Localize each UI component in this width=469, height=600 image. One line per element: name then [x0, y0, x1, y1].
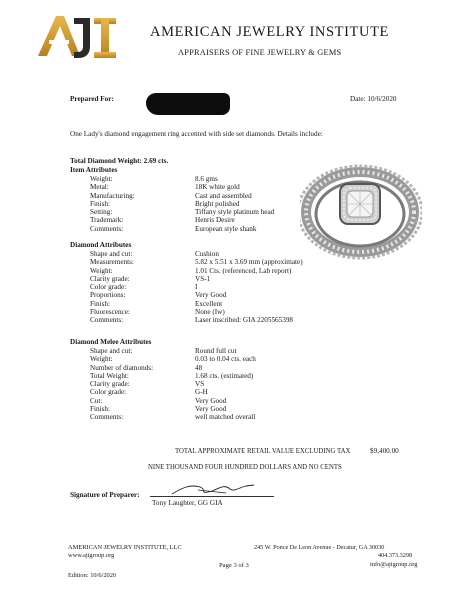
- attribute-row: [90, 363, 203, 372]
- attribute-row: [90, 405, 227, 414]
- attribute-label: Finish:: [90, 405, 110, 414]
- attribute-row: [90, 308, 225, 317]
- footer-email[interactable]: info@ajigroup.org: [370, 561, 418, 568]
- aji-logo: [34, 12, 120, 60]
- footer-website[interactable]: www.ajigroup.org: [68, 552, 115, 559]
- attribute-value: G-H: [195, 388, 208, 397]
- attribute-label: Fluorescence:: [90, 308, 130, 317]
- attribute-label: Comments:: [90, 316, 124, 325]
- attribute-row: [90, 355, 256, 364]
- attribute-label: Color grade:: [90, 388, 127, 397]
- attribute-value: 8.6 gms: [195, 175, 218, 183]
- attribute-label: Shape and cut:: [90, 250, 133, 258]
- attribute-value: 0.03 to 0.04 cts. each: [195, 355, 256, 364]
- attribute-row: [90, 175, 218, 183]
- attribute-row: [90, 371, 254, 380]
- prepared-for-label: Prepared For:: [70, 95, 114, 103]
- item-attributes-heading: Item Attributes: [70, 166, 118, 174]
- item-description: One Lady's diamond engagement ring accented with side set diamonds. Details include:: [70, 130, 323, 138]
- attribute-value: Excellent: [195, 299, 223, 308]
- ring-photo: [300, 146, 422, 268]
- attribute-value: Cushion: [195, 250, 219, 258]
- signature-label: Signature of Preparer:: [70, 491, 140, 499]
- attribute-row: [90, 208, 275, 217]
- attribute-row: [90, 380, 205, 389]
- company-subtitle: APPRAISERS OF FINE JEWELRY & GEMS: [178, 48, 342, 57]
- attribute-value: well matched overall: [195, 413, 256, 422]
- attribute-row: [90, 388, 208, 397]
- attribute-row: [90, 274, 211, 283]
- preparer-name: Tony Laughter, GG GIA: [152, 499, 223, 507]
- item-attributes-table: [90, 175, 275, 233]
- attribute-row: [90, 183, 240, 192]
- redaction-block: [146, 93, 230, 115]
- attribute-label: Finish:: [90, 299, 110, 308]
- attribute-value: European style shank: [195, 224, 257, 233]
- attribute-label: Measurements:: [90, 258, 134, 267]
- attribute-row: [90, 258, 303, 267]
- attribute-value: Very Good: [195, 291, 227, 300]
- signature-line: [150, 496, 274, 497]
- attribute-label: Weight:: [90, 266, 113, 275]
- company-title: AMERICAN JEWELRY INSTITUTE: [150, 24, 389, 40]
- diamond-attributes-heading: Diamond Attributes: [70, 241, 132, 249]
- attribute-row: [90, 299, 223, 308]
- attribute-value: Tiffany style platinum head: [195, 208, 275, 217]
- page-number: Page 3 of 3: [219, 562, 249, 569]
- valuation-label: TOTAL APPROXIMATE RETAIL VALUE EXCLUDING TAX: [175, 448, 351, 455]
- attribute-row: [90, 316, 294, 325]
- attribute-label: Number of diamonds:: [90, 363, 154, 372]
- attribute-label: Clarity grade:: [90, 274, 130, 283]
- attribute-label: Comments:: [90, 413, 124, 422]
- attribute-value: None (Iw): [195, 308, 225, 317]
- attribute-value: 5.82 x 5.51 x 3.69 mm (approximate): [195, 258, 303, 267]
- total-diamond-weight: Total Diamond Weight: 2.69 cts.: [70, 157, 169, 165]
- footer-phone: 404.373.3298: [378, 552, 413, 559]
- attribute-value: Bright polished: [195, 199, 240, 208]
- attribute-value: 48: [195, 363, 203, 372]
- attribute-label: Color grade:: [90, 283, 127, 292]
- attribute-label: Metal:: [90, 183, 109, 192]
- attribute-value: 1.68 cts. (estimated): [195, 371, 254, 380]
- attribute-row: [90, 347, 237, 355]
- attribute-label: Shape and cut:: [90, 347, 133, 355]
- melee-attributes-table: [90, 347, 256, 422]
- diamond-attributes-table: [90, 250, 303, 325]
- attribute-label: Clarity grade:: [90, 380, 130, 389]
- edition-date: Edition: 10/6/2020: [68, 572, 117, 579]
- attribute-value: Very Good: [195, 405, 227, 414]
- valuation-words: NINE THOUSAND FOUR HUNDRED DOLLARS AND NO CENTS: [148, 464, 342, 471]
- attribute-value: VS: [195, 380, 205, 389]
- attribute-row: [90, 283, 198, 292]
- attribute-value: Laser inscribed: GIA 2205565398: [195, 316, 294, 325]
- attribute-row: [90, 250, 219, 258]
- attribute-label: Comments:: [90, 224, 124, 233]
- attribute-label: Total Weight:: [90, 371, 129, 380]
- attribute-value: Round full cut: [195, 347, 237, 355]
- attribute-value: Cast and assembled: [195, 191, 252, 200]
- attribute-row: [90, 199, 240, 208]
- attribute-value: Henris Desire: [195, 216, 235, 225]
- attribute-value: I: [195, 283, 198, 292]
- footer-address: 245 W. Ponce De Leon Avenue - Decatur, GA 30030: [254, 544, 385, 551]
- attribute-label: Manufacturing:: [90, 191, 135, 200]
- attribute-row: [90, 396, 227, 405]
- attribute-label: Setting:: [90, 208, 113, 217]
- attribute-row: [90, 266, 292, 275]
- attribute-row: [90, 224, 257, 233]
- melee-attributes-heading: Diamond Melee Attributes: [70, 338, 152, 346]
- attribute-label: Finish:: [90, 199, 110, 208]
- attribute-row: [90, 216, 235, 225]
- report-date: Date: 10/6/2020: [350, 95, 397, 103]
- attribute-value: 18K white gold: [195, 183, 240, 192]
- attribute-label: Cut:: [90, 396, 103, 405]
- attribute-row: [90, 191, 252, 200]
- attribute-label: Weight:: [90, 175, 113, 183]
- attribute-row: [90, 413, 256, 422]
- attribute-value: Very Good: [195, 396, 227, 405]
- attribute-row: [90, 291, 227, 300]
- attribute-label: Weight:: [90, 355, 113, 364]
- attribute-label: Trademark:: [90, 216, 124, 225]
- valuation-amount: $9,400.00: [370, 447, 399, 455]
- attribute-label: Proportions:: [90, 291, 126, 300]
- attribute-value: 1.01 Cts. (referenced, Lab report): [195, 266, 292, 275]
- footer-company: AMERICAN JEWELRY INSTITUTE, LLC: [68, 544, 182, 551]
- attribute-value: VS-1: [195, 274, 211, 283]
